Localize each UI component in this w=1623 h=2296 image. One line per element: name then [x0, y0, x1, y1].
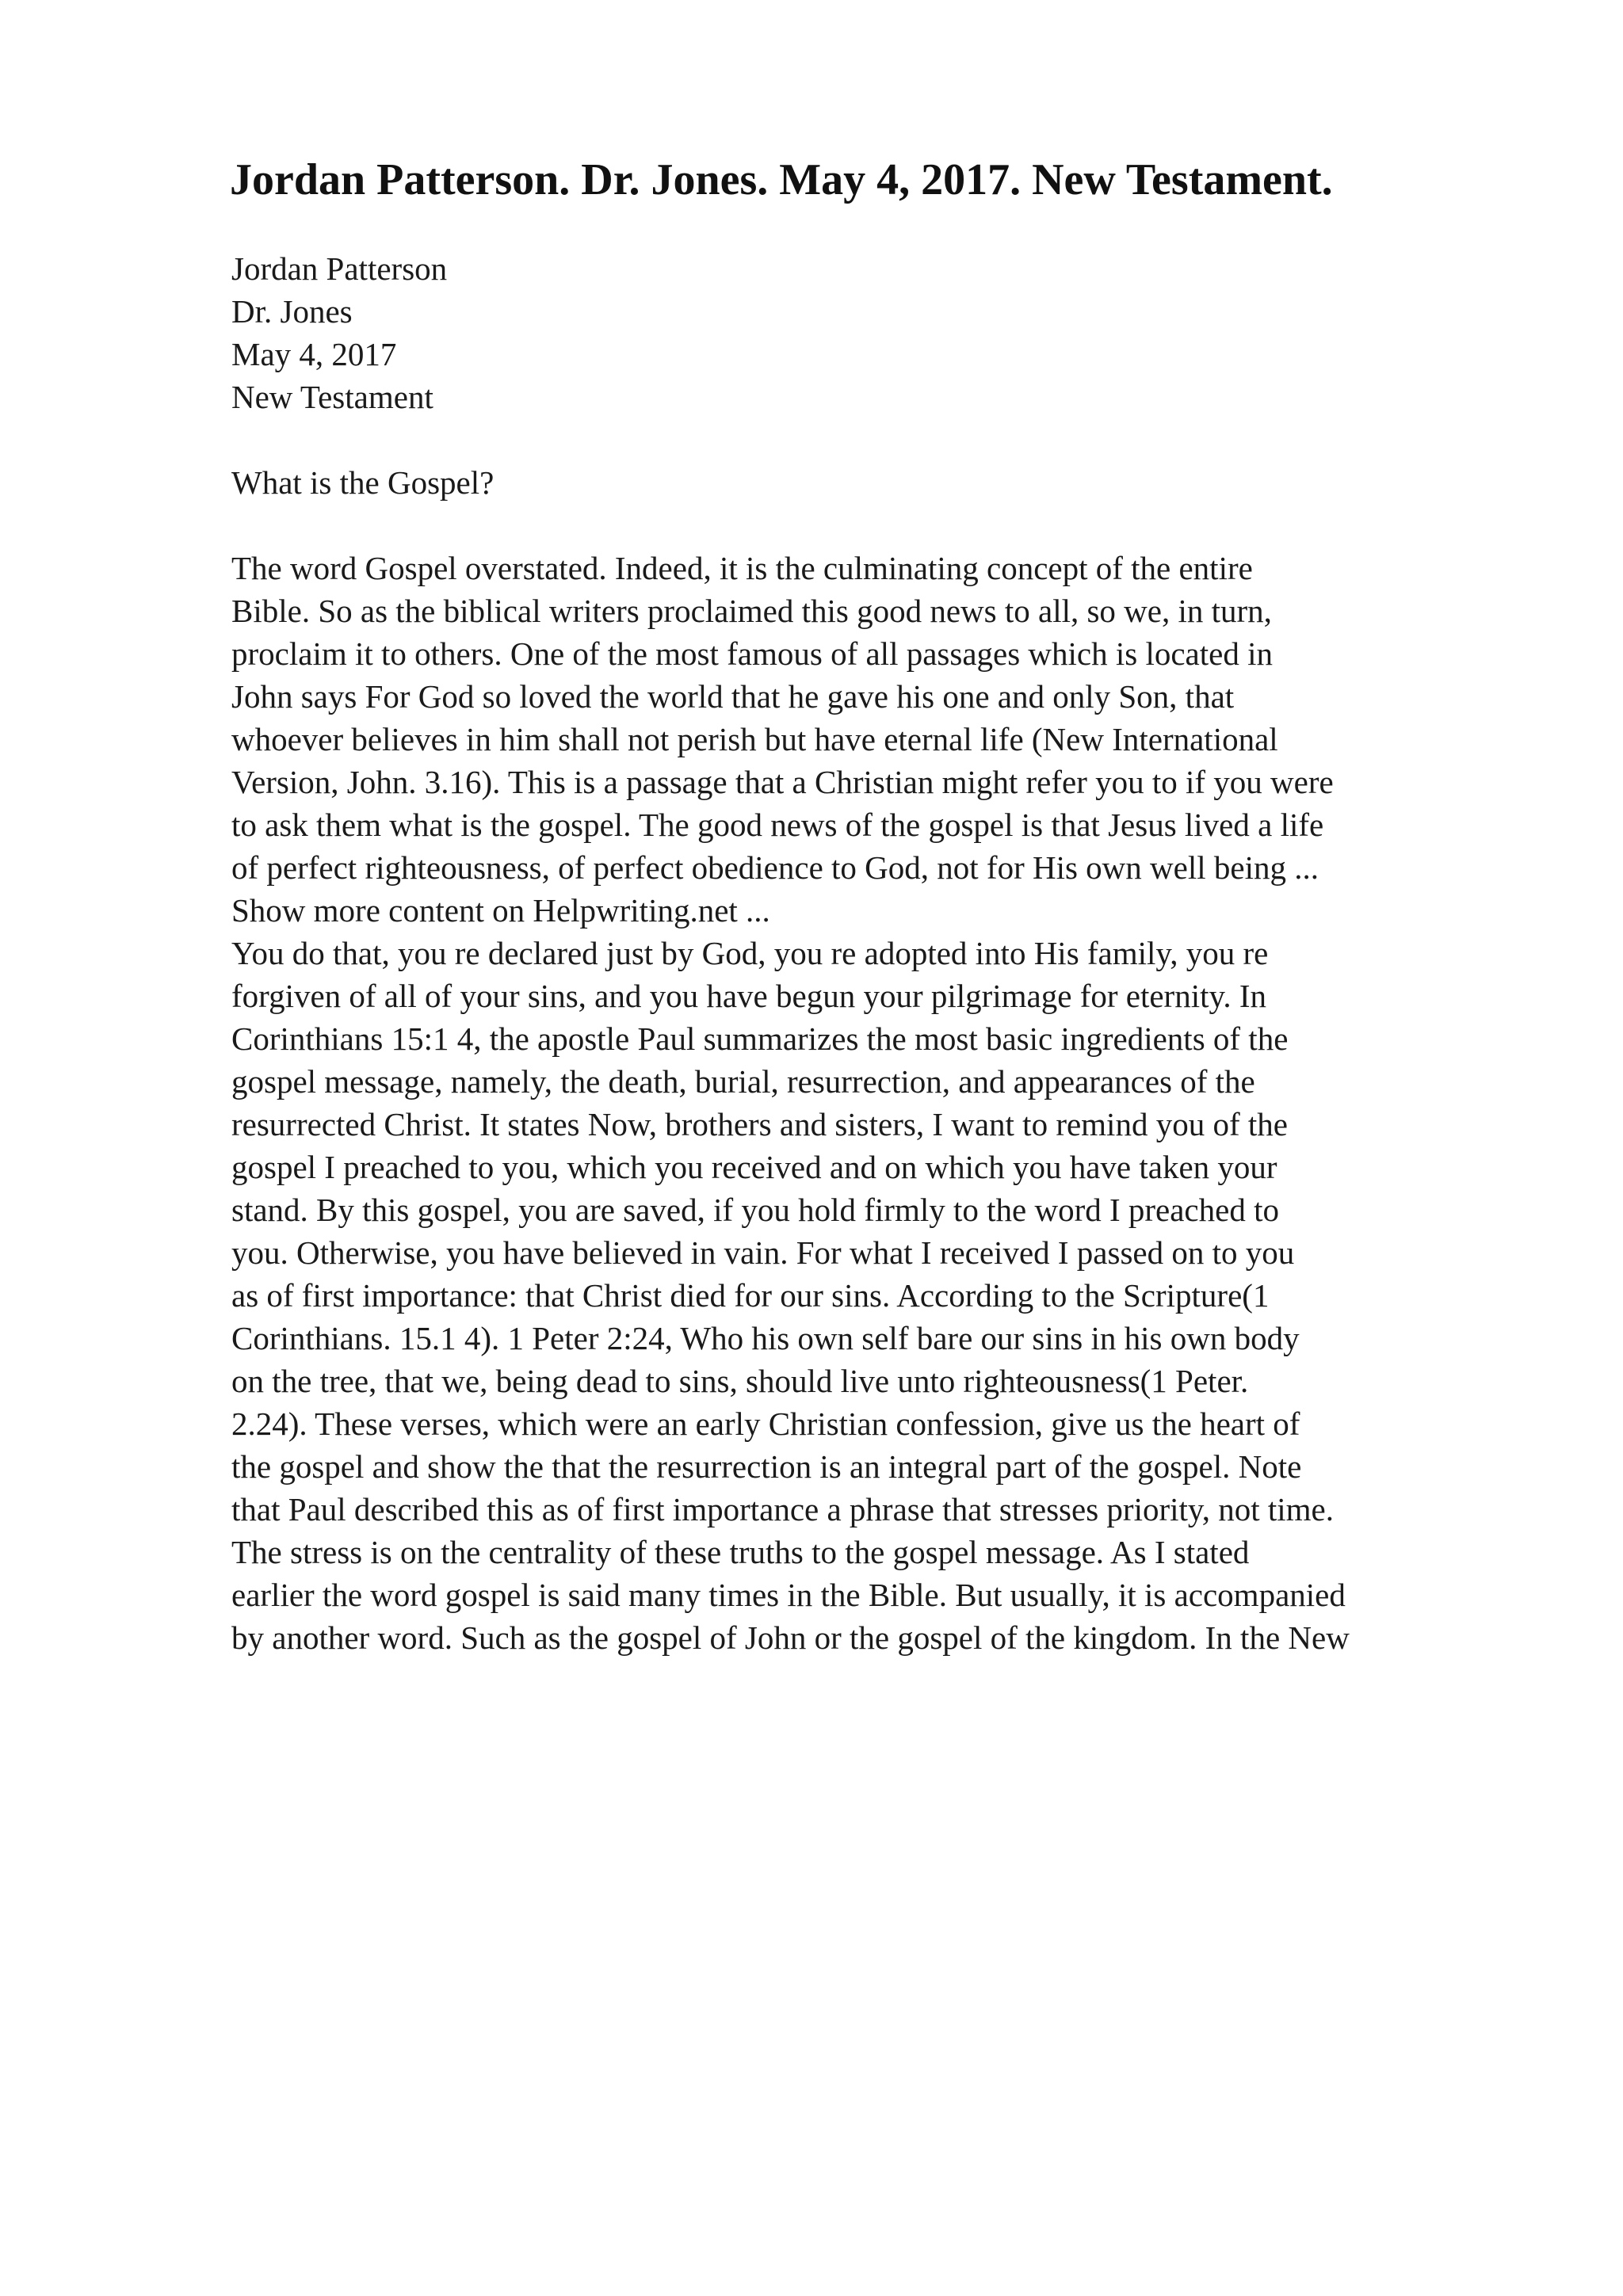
instructor-name: Dr. Jones	[231, 293, 353, 330]
paragraph-2	[231, 932, 1515, 1659]
text-line: gospel I preached to you, which you received and on which you have taken your	[231, 1149, 1277, 1185]
text-line: to ask them what is the gospel. The good news of the gospel is that Jesus lived a life	[231, 807, 1324, 843]
course-name: New Testament	[231, 379, 433, 415]
text-line: You do that, you re declared just by God, you re adopted into His family, you re	[231, 935, 1269, 971]
paragraph-1	[231, 547, 1515, 932]
text-line: of perfect righteousness, of perfect obedience to God, not for His own well being ...	[231, 849, 1319, 886]
spacer	[231, 418, 1515, 461]
text-line: as of first importance: that Christ died for our sins. According to the Scripture(1	[231, 1277, 1270, 1314]
text-line: John says For God so loved the world that he gave his one and only Son, that	[231, 678, 1235, 715]
spacer	[231, 504, 1515, 547]
text-line: forgiven of all of your sins, and you have begun your pilgrimage for eternity. In	[231, 978, 1266, 1014]
text-line: you. Otherwise, you have believed in vain. For what I received I passed on to you	[231, 1234, 1295, 1271]
text-line: The stress is on the centrality of these truths to the gospel message. As I stated	[231, 1534, 1250, 1570]
text-line: whoever believes in him shall not perish but have eternal life (New International	[231, 721, 1278, 757]
text-line: by another word. Such as the gospel of John or the gospel of the kingdom. In the New	[231, 1619, 1350, 1656]
document-title: Jordan Patterson. Dr. Jones. May 4, 2017. New Testament.	[230, 155, 1333, 204]
text-line: on the tree, that we, being dead to sins, should live unto righteousness(1 Peter.	[231, 1363, 1249, 1399]
essay-question: What is the Gospel?	[231, 464, 495, 501]
text-line: Version, John. 3.16). This is a passage that a Christian might refer you to if you were	[231, 764, 1334, 800]
text-line: Corinthians. 15.1 4). 1 Peter 2:24, Who his own self bare our sins in his own body	[231, 1320, 1300, 1356]
text-line: earlier the word gospel is said many times in the Bible. But usually, it is accompanied	[231, 1577, 1346, 1613]
text-line: Corinthians 15:1 4, the apostle Paul summarizes the most basic ingredients of the	[231, 1020, 1289, 1057]
text-line: resurrected Christ. It states Now, brothers and sisters, I want to remind you of the	[231, 1106, 1288, 1142]
text-line: The word Gospel overstated. Indeed, it is the culminating concept of the entire	[231, 550, 1253, 586]
document-body	[231, 247, 1515, 1659]
text-line: 2.24). These verses, which were an early Christian confession, give us the heart of	[231, 1405, 1300, 1442]
text-line: gospel message, namely, the death, burial, resurrection, and appearances of the	[231, 1063, 1255, 1100]
document-date: May 4, 2017	[231, 336, 397, 372]
text-line: that Paul described this as of first importance a phrase that stresses priority, not time.	[231, 1491, 1334, 1527]
text-line: stand. By this gospel, you are saved, if you hold firmly to the word I preached to	[231, 1192, 1279, 1228]
text-line: the gospel and show the that the resurrection is an integral part of the gospel. Note	[231, 1448, 1302, 1485]
text-line: Bible. So as the biblical writers proclaimed this good news to all, so we, in turn,	[231, 593, 1272, 629]
show-more-line: Show more content on Helpwriting.net ...	[231, 892, 770, 929]
author-name: Jordan Patterson	[231, 250, 448, 287]
text-line: proclaim it to others. One of the most famous of all passages which is located in	[231, 635, 1273, 672]
